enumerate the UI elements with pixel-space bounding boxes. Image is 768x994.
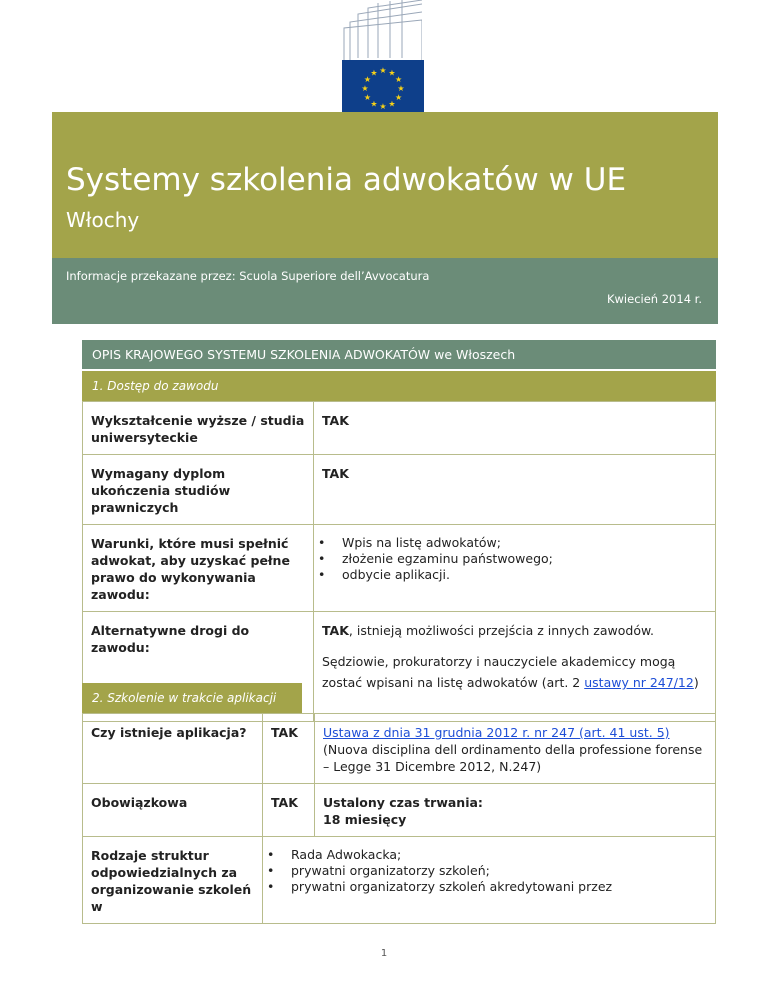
row-label: Alternatywne drogi do zawodu: — [83, 612, 314, 722]
list-item: • prywatni organizatorzy szkoleń akredytowani przez — [263, 879, 707, 895]
row-value — [314, 525, 716, 612]
alt-routes-text: , istnieją możliwości przejścia z innych zawodów. — [348, 623, 655, 638]
flag-star-icon: ★ — [395, 75, 403, 84]
row-label: Obowiązkowa — [83, 784, 263, 837]
flag-star-icon: ★ — [361, 84, 369, 93]
row-value — [263, 837, 716, 924]
page-title: Systemy szkolenia adwokatów w UE — [66, 162, 627, 198]
row-label: Wykształcenie wyższe / studia uniwersyteckie — [83, 402, 314, 455]
flag-star-icon: ★ — [379, 102, 387, 111]
flag-star-icon: ★ — [388, 68, 396, 78]
duration-label: Ustalony czas trwania: — [323, 795, 483, 810]
list-item: • odbycie aplikacji. — [314, 567, 707, 583]
row-value: TAK — [314, 455, 716, 525]
organizers-list — [263, 847, 707, 895]
berlaymont-building-icon — [274, 0, 422, 62]
alt-routes-yes: TAK — [322, 623, 349, 638]
publication-date: Kwiecień 2014 r. — [606, 292, 702, 306]
table-row — [83, 455, 716, 525]
row-value: TAK — [263, 784, 315, 837]
row-label: Czy istnieje aplikacja? — [83, 714, 263, 784]
list-item: • Wpis na listę adwokatów; — [314, 535, 707, 551]
table-row — [83, 714, 716, 784]
table-header: OPIS KRAJOWEGO SYSTEMU SZKOLENIA ADWOKATÓW we Włoszech — [82, 340, 716, 370]
page-number: 1 — [380, 948, 388, 959]
flag-star-icon: ★ — [363, 75, 371, 84]
row-detail — [315, 714, 716, 784]
info-band — [52, 258, 718, 324]
section-1-header: 1. Dostęp do zawodu — [82, 371, 716, 401]
flag-star-icon: ★ — [370, 99, 378, 109]
info-source: Informacje przekazane przez: Scuola Superiore dell’Avvocatura — [66, 269, 430, 283]
row-label: Rodzaje struktur odpowiedzialnych za organizowanie szkoleń w — [83, 837, 263, 924]
list-item: • złożenie egzaminu państwowego; — [314, 551, 707, 567]
table-row — [83, 837, 716, 924]
page-subtitle: Włochy — [66, 208, 140, 232]
list-item: • Rada Adwokacka; — [263, 847, 707, 863]
eu-flag-icon — [342, 60, 424, 116]
section-2-table — [82, 713, 716, 924]
row-value: TAK — [263, 714, 315, 784]
flag-star-icon: ★ — [363, 93, 371, 102]
flag-star-icon: ★ — [370, 68, 378, 78]
law-2012-description: (Nuova disciplina dell ordinamento della professione forense – Legge 31 Dicembre 2012, N.247) — [323, 742, 703, 774]
row-label: Warunki, które musi spełnić adwokat, aby uzyskać pełne prawo do wykonywania zawodu: — [83, 525, 314, 612]
flag-star-icon: ★ — [379, 66, 387, 75]
section-1-table — [82, 401, 716, 722]
law-2012-link[interactable]: Ustawa z dnia 31 grudnia 2012 r. nr 247 (art. 41 ust. 5) — [323, 725, 670, 740]
flag-star-icon: ★ — [395, 93, 403, 102]
list-item: • prywatni organizatorzy szkoleń; — [263, 863, 707, 879]
alt-routes-paragraph-end: ) — [693, 675, 699, 690]
table-row — [83, 784, 716, 837]
table-row — [83, 525, 716, 612]
row-detail — [315, 784, 716, 837]
duration-value: 18 miesięcy — [323, 812, 407, 827]
title-band — [52, 112, 718, 258]
table-row — [83, 402, 716, 455]
section-2-header: 2. Szkolenie w trakcie aplikacji — [92, 691, 277, 705]
alt-routes-paragraph: Sędziowie, prokuratorzy i nauczyciele akademiccy mogą zostać wpisani na listę adwokatów (art. 2 — [322, 654, 676, 690]
row-label: Wymagany dyplom ukończenia studiów prawniczych — [83, 455, 314, 525]
conditions-list — [314, 535, 707, 583]
flag-star-icon: ★ — [397, 84, 405, 93]
flag-star-icon: ★ — [388, 99, 396, 109]
law-247-link[interactable]: ustawy nr 247/12 — [584, 675, 694, 690]
row-value: TAK — [314, 402, 716, 455]
